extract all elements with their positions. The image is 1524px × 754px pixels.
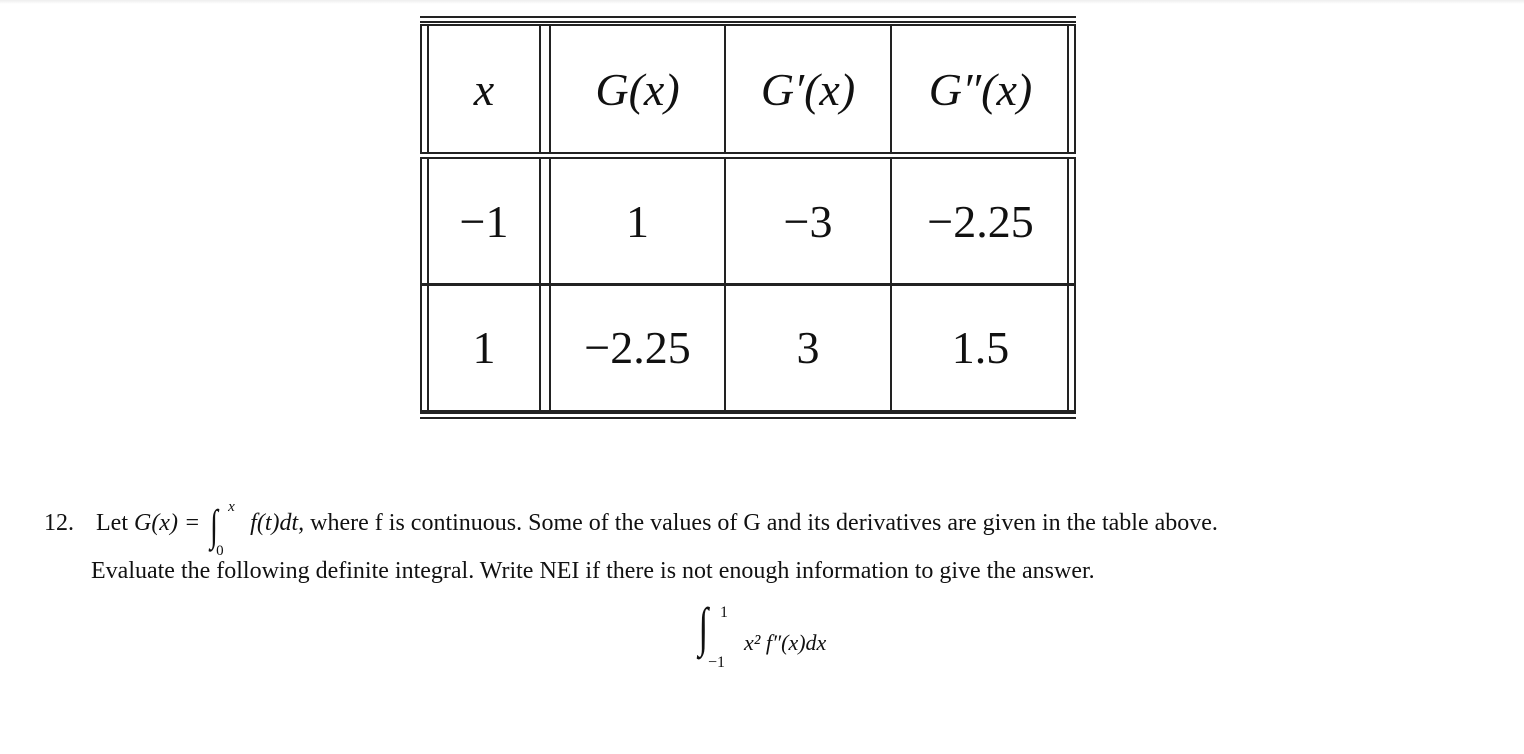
problem-let: Let: [96, 510, 128, 536]
integral-upper-limit: x: [228, 499, 235, 515]
cell-G-prime: 3: [726, 285, 892, 410]
problem-line-1: [44, 499, 1218, 559]
integral-lower-limit: 0: [216, 543, 224, 559]
display-upper-limit: 1: [720, 604, 728, 621]
integral-sign-icon: ∫: [210, 501, 219, 550]
cell-G-double-prime: −2.25: [927, 196, 1034, 247]
problem-integrand: f(t)dt,: [250, 510, 305, 536]
cell-x: 1: [429, 285, 541, 410]
cell-x: −1: [429, 159, 541, 284]
table-row: [420, 283, 1076, 412]
display-lower-limit: −1: [708, 654, 726, 671]
problem-rest-line1: where f is continuous. Some of the values of G and its derivatives are given in the table above.: [310, 510, 1218, 536]
header-G-prime: G′(x): [726, 26, 892, 152]
problem-lhs: G(x) =: [133, 510, 201, 536]
table-bottom-rule: [420, 412, 1076, 419]
table-top-rule: [420, 16, 1076, 23]
header-G-double-prime: G″(x): [928, 63, 1033, 115]
header-x: x: [429, 26, 541, 152]
integral-definition: [206, 499, 244, 559]
top-shadow-bar: [0, 0, 1524, 4]
cell-G-double-prime: 1.5: [951, 322, 1010, 373]
cell-G: −2.25: [549, 285, 726, 410]
problem-number: 12.: [44, 510, 74, 536]
table-row: [420, 157, 1076, 286]
display-integrand: x² f″(x)dx: [744, 630, 827, 655]
cell-G-prime: −3: [726, 159, 892, 284]
display-integral: [694, 597, 827, 671]
header-G: G(x): [549, 26, 726, 152]
display-integral-sign: [694, 597, 738, 671]
integral-sign-icon: ∫: [698, 597, 709, 657]
cell-G: 1: [549, 159, 726, 284]
table-header-row: [420, 24, 1076, 154]
problem-line-2: Evaluate the following definite integral. Write NEI if there is not enough information to give the answer.: [91, 558, 1095, 584]
